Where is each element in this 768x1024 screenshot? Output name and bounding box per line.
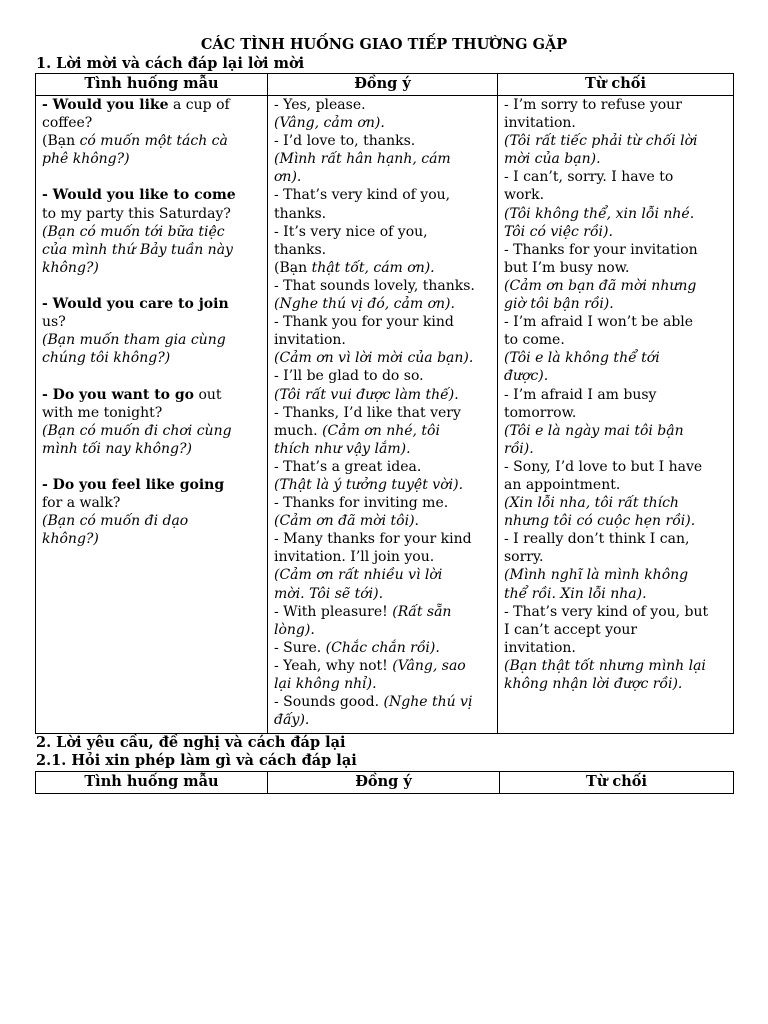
text-line-bold: - Would you care to join xyxy=(42,296,229,313)
phrase: (Bạn xyxy=(42,133,80,150)
translation-line: (Vâng, cảm ơn). xyxy=(274,115,385,132)
text-line xyxy=(274,657,492,675)
text-line: - I’d love to, thanks. xyxy=(274,133,416,150)
spacer xyxy=(42,367,262,385)
spacer xyxy=(42,277,262,295)
translation-line: phê không?) xyxy=(42,151,130,168)
text-line: - Many thanks for your kind xyxy=(274,531,472,548)
translation-line: (Bạn muốn tham gia cùng xyxy=(42,332,226,349)
translation-line: giờ tôi bận rồi). xyxy=(504,296,614,313)
translation-line: (Tôi e là ngày mai tôi bận xyxy=(504,422,684,439)
text-line: thanks. xyxy=(274,241,327,258)
text-line: - I’m afraid I am busy xyxy=(504,386,657,403)
translation-line: mình tối nay không?) xyxy=(42,440,192,457)
phrase: much. xyxy=(274,422,323,439)
phrase-bold: - Do you want to go xyxy=(42,386,195,403)
text-line: thanks. xyxy=(274,205,327,222)
text-line: - It’s very nice of you, xyxy=(274,223,428,240)
permission-table xyxy=(35,771,734,794)
text-line xyxy=(42,386,262,404)
text-line: with me tonight? xyxy=(42,404,163,421)
text-line: - Thank you for your kind xyxy=(274,314,454,331)
text-line xyxy=(274,603,492,621)
translation-line: mời của bạn). xyxy=(504,151,601,168)
situation-cell xyxy=(36,96,268,734)
translation-line: không?) xyxy=(42,531,99,548)
text-line: us? xyxy=(42,314,66,331)
translation: có muốn một tách cà xyxy=(79,133,228,150)
translation-line: (Cảm ơn rất nhiều vì lời xyxy=(274,567,443,584)
text-line: I can’t accept your xyxy=(504,621,638,638)
text-line: - Thanks for inviting me. xyxy=(274,495,449,512)
spacer xyxy=(42,168,262,186)
text-line: tomorrow. xyxy=(504,404,577,421)
column-header-situation: Tình huống mẫu xyxy=(36,772,268,794)
translation-line: (Xin lỗi nha, tôi rất thích xyxy=(504,495,679,512)
translation: (Rất sẵn xyxy=(392,603,452,620)
translation-line: thể rồi. Xin lỗi nha). xyxy=(504,585,647,602)
translation-line: nhưng tôi có cuộc hẹn rồi). xyxy=(504,513,696,530)
text-line: invitation. xyxy=(504,639,576,656)
translation-line: (Tôi rất vui được làm thế). xyxy=(274,386,459,403)
translation-line: (Cảm ơn vì lời mời của bạn). xyxy=(274,350,474,367)
text-line: - Thanks for your invitation xyxy=(504,241,698,258)
phrase: - Yeah, why not! xyxy=(274,657,393,674)
text-line: work. xyxy=(504,187,545,204)
text-line-bold: - Would you like to come xyxy=(42,187,236,204)
translation-line: không?) xyxy=(42,259,99,276)
translation-line: (Tôi rất tiếc phải từ chối lời xyxy=(504,133,698,150)
text-line: - I’ll be glad to do so. xyxy=(274,368,424,385)
translation-line: (Nghe thú vị đó, cảm ơn). xyxy=(274,296,455,313)
translation-line: ơn). xyxy=(274,169,302,186)
translation: (Chắc chắn rồi). xyxy=(325,639,440,656)
text-line xyxy=(274,693,492,711)
translation-line: thích như vậy lắm). xyxy=(274,440,411,457)
phrase: - Sounds good. xyxy=(274,694,384,711)
text-line xyxy=(274,639,492,657)
text-line: - Yes, please. xyxy=(274,97,366,113)
translation-line: đấy). xyxy=(274,712,310,729)
text-line: - I can’t, sorry. I have to xyxy=(504,169,674,186)
text-line: but I’m busy now. xyxy=(504,259,630,276)
column-header-refuse: Từ chối xyxy=(500,772,734,794)
text-line: coffee? xyxy=(42,115,93,132)
text-line-bold: - Do you feel like going xyxy=(42,476,225,493)
text-line: - That’s very kind of you, but xyxy=(504,603,709,620)
text-line: - Thanks, I’d like that very xyxy=(274,404,461,421)
translation-line: (Thật là ý tưởng tuyệt vời). xyxy=(274,476,464,493)
translation-line: (Bạn có muốn đi chơi cùng xyxy=(42,422,232,439)
translation-line: (Mình nghĩ là mình không xyxy=(504,567,689,584)
translation-line: (Bạn có muốn tới bữa tiệc xyxy=(42,223,225,240)
translation-line: lòng). xyxy=(274,621,315,638)
translation-line: mời. Tôi sẽ tới). xyxy=(274,585,384,602)
translation-line: lại không nhỉ). xyxy=(274,676,377,692)
section-2-heading: 2. Lời yêu cầu, đề nghị và cách đáp lại xyxy=(36,734,346,751)
text-line: an appointment. xyxy=(504,476,621,493)
document-title: CÁC TÌNH HUỐNG GIAO TIẾP THƯỜNG GẶP xyxy=(200,36,568,53)
translation-line: (Bạn có muốn đi dạo xyxy=(42,513,189,530)
text-line: to come. xyxy=(504,332,565,349)
column-header-situation: Tình huống mẫu xyxy=(36,74,268,96)
invitation-table xyxy=(35,73,734,734)
column-header-agree: Đồng ý xyxy=(268,772,500,794)
spacer xyxy=(42,458,262,476)
text-line xyxy=(274,259,492,277)
text-line xyxy=(274,422,492,440)
text-line: - I’m sorry to refuse your xyxy=(504,97,682,113)
translation-line: được). xyxy=(504,368,549,385)
text-line: invitation. xyxy=(504,115,576,132)
text-line: - That’s a great idea. xyxy=(274,458,422,475)
translation: (Nghe thú vị xyxy=(383,694,473,711)
column-header-refuse: Từ chối xyxy=(498,74,734,96)
text-line: - That sounds lovely, thanks. xyxy=(274,277,475,294)
text-line: - I’m afraid I won’t be able xyxy=(504,314,694,331)
text-line: invitation. I’ll join you. xyxy=(274,549,435,566)
phrase: - Sure. xyxy=(274,639,326,656)
text-line: invitation. xyxy=(274,332,346,349)
translation-line: (Cảm ơn bạn đã mời nhưng xyxy=(504,277,697,294)
translation: thật tốt, cám ơn). xyxy=(311,259,435,276)
text-line: to my party this Saturday? xyxy=(42,205,231,222)
phrase-bold: - Would you like xyxy=(42,97,169,113)
translation-line: (Cảm ơn đã mời tôi). xyxy=(274,513,419,530)
agree-cell xyxy=(268,96,498,734)
translation-line: rồi). xyxy=(504,440,534,457)
text-line: sorry. xyxy=(504,549,544,566)
translation-line: của mình thứ Bảy tuần này xyxy=(42,241,233,258)
text-line xyxy=(42,96,262,114)
translation: (Vâng, sao xyxy=(392,657,466,674)
text-line: - I really don’t think I can, xyxy=(504,531,690,548)
section-2-1-heading: 2.1. Hỏi xin phép làm gì và cách đáp lại xyxy=(36,752,357,769)
phrase: - With pleasure! xyxy=(274,603,393,620)
text-line: for a walk? xyxy=(42,495,121,512)
refuse-cell xyxy=(498,96,734,734)
translation-line: chúng tôi không?) xyxy=(42,350,171,367)
phrase: (Bạn xyxy=(274,259,312,276)
text-line: - That’s very kind of you, xyxy=(274,187,451,204)
phrase: a cup of xyxy=(168,97,230,113)
translation-line: (Mình rất hân hạnh, cám xyxy=(274,151,451,168)
table-row xyxy=(36,96,734,734)
translation: (Cảm ơn nhé, tôi xyxy=(322,422,440,439)
translation-line: (Tôi e là không thể tới xyxy=(504,350,660,367)
text-line: - Sony, I’d love to but I have xyxy=(504,458,703,475)
text-line xyxy=(42,132,262,150)
translation-line: không nhận lời được rồi). xyxy=(504,676,683,692)
translation-line: (Bạn thật tốt nhưng mình lại xyxy=(504,657,706,674)
translation-line: Tôi có việc rồi). xyxy=(504,223,613,240)
translation-line: (Tôi không thể, xin lỗi nhé. xyxy=(504,205,695,222)
phrase: out xyxy=(194,386,222,403)
table-header-row xyxy=(36,74,734,96)
column-header-agree: Đồng ý xyxy=(268,74,498,96)
table-header-row xyxy=(36,772,734,794)
section-1-heading: 1. Lời mời và cách đáp lại lời mời xyxy=(36,55,305,72)
